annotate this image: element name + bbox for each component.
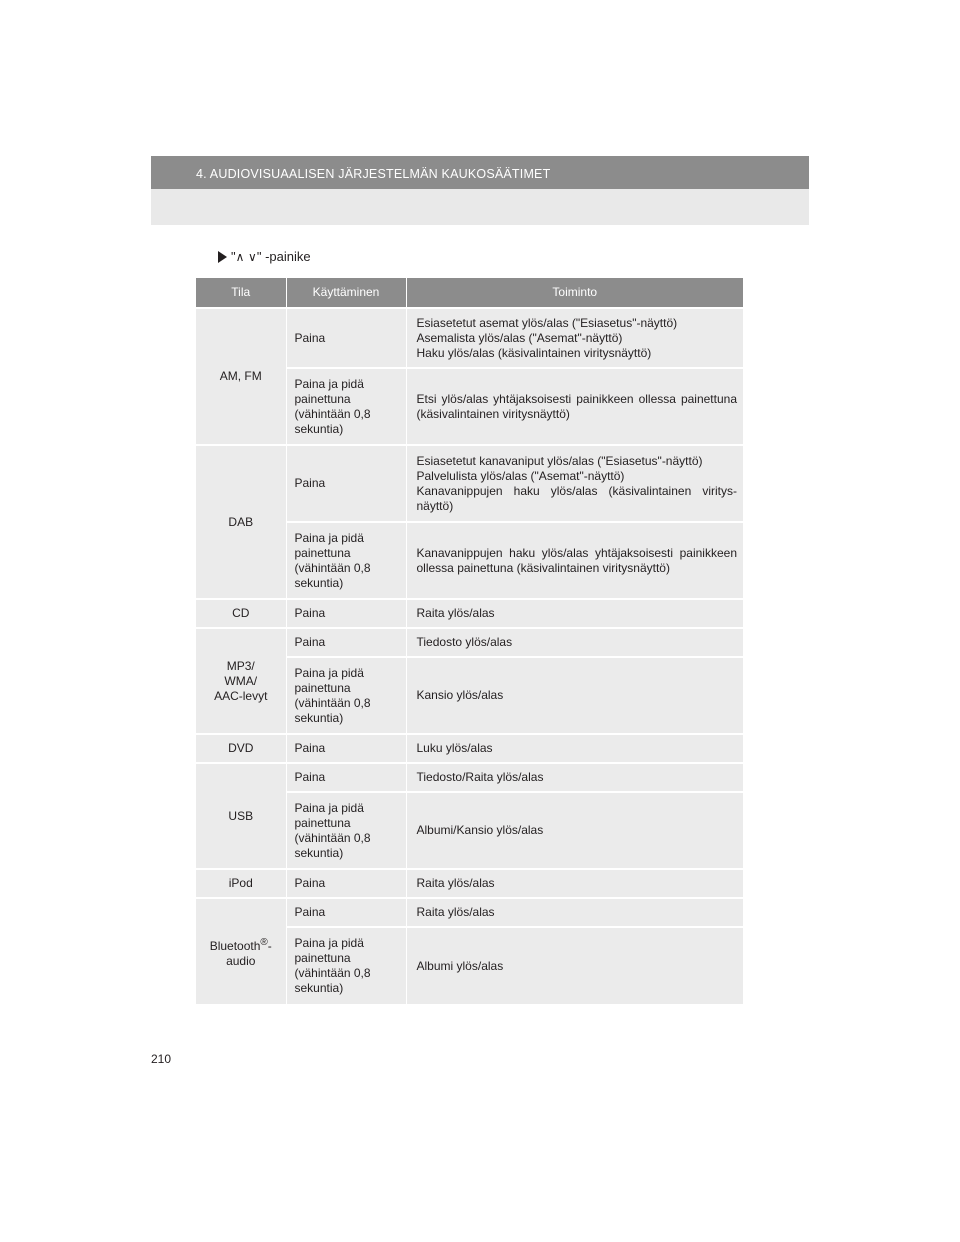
operation-cell: Paina bbox=[286, 869, 406, 898]
table-row-am-fm-press bbox=[196, 308, 743, 368]
operation-cell: Paina bbox=[286, 308, 406, 368]
mode-cell-am-fm: AM, FM bbox=[196, 308, 286, 445]
function-cell: Kanavanippujen haku ylös/alas yhtäjaksoisesti painikkeen ollessa painettuna (käsivalintainen viritysnäyttö) bbox=[406, 522, 743, 599]
column-header-mode: Tila bbox=[196, 278, 286, 308]
triangle-bullet-icon bbox=[218, 251, 227, 263]
function-cell: Luku ylös/alas bbox=[406, 734, 743, 763]
heading-open-quote: " bbox=[231, 249, 236, 264]
function-cell: Kansio ylös/alas bbox=[406, 657, 743, 734]
mode-cell-dab: DAB bbox=[196, 445, 286, 599]
function-table bbox=[196, 278, 743, 1004]
section-heading bbox=[218, 249, 311, 264]
operation-cell: Paina bbox=[286, 599, 406, 628]
operation-cell: Paina ja pidä painettuna (vähintään 0,8 sekuntia) bbox=[286, 368, 406, 445]
function-cell: Esiasetetut kanavaniput ylös/alas ("Esiasetus"-näyttö) Palvelulista ylös/alas ("Asemat"-näyttö) Kanavanippujen haku ylös/alas (käsivalintainen viritys-näyttö) bbox=[406, 445, 743, 522]
function-cell: Raita ylös/alas bbox=[406, 869, 743, 898]
registered-mark: ® bbox=[260, 936, 268, 948]
mode-cell-dvd: DVD bbox=[196, 734, 286, 763]
operation-cell: Paina bbox=[286, 763, 406, 792]
table-row-mp3-press bbox=[196, 628, 743, 657]
function-cell: Raita ylös/alas bbox=[406, 898, 743, 927]
chapter-header-bar bbox=[151, 156, 809, 189]
chapter-subheader-band bbox=[151, 189, 809, 225]
function-cell: Tiedosto ylös/alas bbox=[406, 628, 743, 657]
table-row-bluetooth-press bbox=[196, 898, 743, 927]
chapter-title: 4. AUDIOVISUAALISEN JÄRJESTELMÄN KAUKOSÄÄTIMET bbox=[196, 167, 551, 181]
page-number: 210 bbox=[151, 1052, 172, 1066]
operation-cell: Paina ja pidä painettuna (vähintään 0,8 sekuntia) bbox=[286, 522, 406, 599]
table-header-row bbox=[196, 278, 743, 308]
column-header-function: Toiminto bbox=[406, 278, 743, 308]
function-cell: Tiedosto/Raita ylös/alas bbox=[406, 763, 743, 792]
operation-cell: Paina ja pidä painettuna (vähintään 0,8 sekuntia) bbox=[286, 792, 406, 869]
column-header-operation: Käyttäminen bbox=[286, 278, 406, 308]
operation-cell: Paina bbox=[286, 898, 406, 927]
up-arrow-icon: ∧ bbox=[235, 249, 245, 264]
table-row-ipod bbox=[196, 869, 743, 898]
mode-cell-mp3: MP3/ WMA/ AAC-levyt bbox=[196, 628, 286, 734]
operation-cell: Paina bbox=[286, 445, 406, 522]
function-cell: Albumi/Kansio ylös/alas bbox=[406, 792, 743, 869]
mode-cell-cd: CD bbox=[196, 599, 286, 628]
operation-cell: Paina ja pidä painettuna (vähintään 0,8 sekuntia) bbox=[286, 927, 406, 1004]
mode-cell-ipod: iPod bbox=[196, 869, 286, 898]
operation-cell: Paina bbox=[286, 734, 406, 763]
heading-label: " -painike bbox=[256, 249, 311, 264]
table-row-usb-press bbox=[196, 763, 743, 792]
table-row-dvd bbox=[196, 734, 743, 763]
function-cell: Albumi ylös/alas bbox=[406, 927, 743, 1004]
mode-cell-bluetooth: Bluetooth®- audio bbox=[196, 898, 286, 1004]
operation-cell: Paina bbox=[286, 628, 406, 657]
function-cell: Raita ylös/alas bbox=[406, 599, 743, 628]
function-cell: Etsi ylös/alas yhtäjaksoisesti painikkeen ollessa painettuna (käsivalintainen viritysnäyttö) bbox=[406, 368, 743, 445]
mode-cell-usb: USB bbox=[196, 763, 286, 869]
function-cell: Esiasetetut asemat ylös/alas ("Esiasetus"-näyttö) Asemalista ylös/alas ("Asemat"-näyttö) Haku ylös/alas (käsivalintainen viritysnäyttö) bbox=[406, 308, 743, 368]
operation-cell: Paina ja pidä painettuna (vähintään 0,8 sekuntia) bbox=[286, 657, 406, 734]
down-arrow-icon: ∨ bbox=[248, 249, 257, 264]
table-row-dab-press bbox=[196, 445, 743, 522]
table-row-cd bbox=[196, 599, 743, 628]
